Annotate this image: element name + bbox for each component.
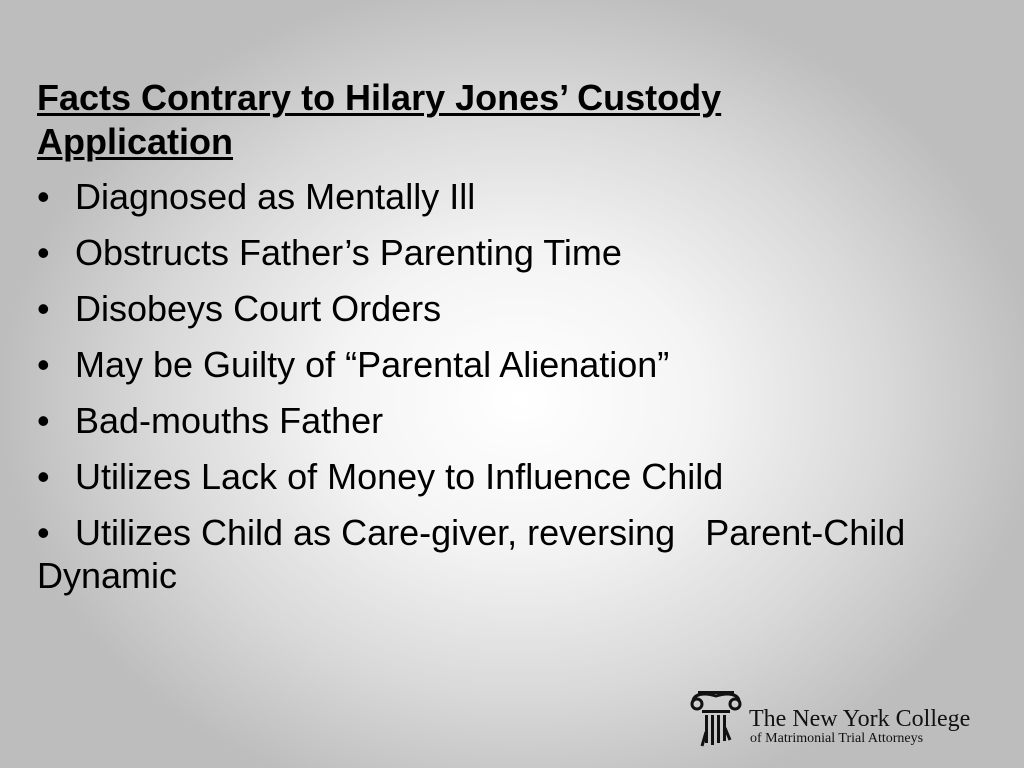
slide-title: Facts Contrary to Hilary Jones’ Custody Application	[37, 77, 722, 162]
bullet-glyph: •	[37, 232, 50, 273]
bullet-text: Diagnosed as Mentally Ill	[75, 176, 476, 217]
logo-name: The New York College	[749, 706, 971, 732]
bullet-item	[37, 399, 977, 442]
college-logo	[688, 688, 988, 748]
bullet-list	[37, 175, 977, 597]
bullet-text: Disobeys Court Orders	[75, 288, 442, 329]
bullet-glyph: •	[37, 344, 50, 385]
bullet-text: Utilizes Lack of Money to Influence Child	[75, 456, 724, 497]
bullet-item	[37, 287, 977, 330]
bullet-glyph: •	[37, 400, 50, 441]
bullet-item	[37, 455, 977, 498]
slide-content	[37, 76, 977, 610]
bullet-glyph: •	[37, 176, 50, 217]
bullet-item	[37, 511, 977, 597]
bullet-text: Obstructs Father’s Parenting Time	[75, 232, 622, 273]
logo-subtitle: of Matrimonial Trial Attorneys	[750, 731, 924, 746]
bullet-text: Utilizes Child as Care-giver, reversing Parent-Child Dynamic	[37, 512, 916, 596]
bullet-item	[37, 231, 977, 274]
bullet-text: May be Guilty of “Parental Alienation”	[75, 344, 670, 385]
bullet-item	[37, 343, 977, 386]
bullet-text: Bad-mouths Father	[75, 400, 384, 441]
bullet-item	[37, 175, 977, 218]
bullet-glyph: •	[37, 512, 50, 553]
ionic-column-icon	[688, 688, 744, 748]
bullet-glyph: •	[37, 456, 50, 497]
bullet-glyph: •	[37, 288, 50, 329]
